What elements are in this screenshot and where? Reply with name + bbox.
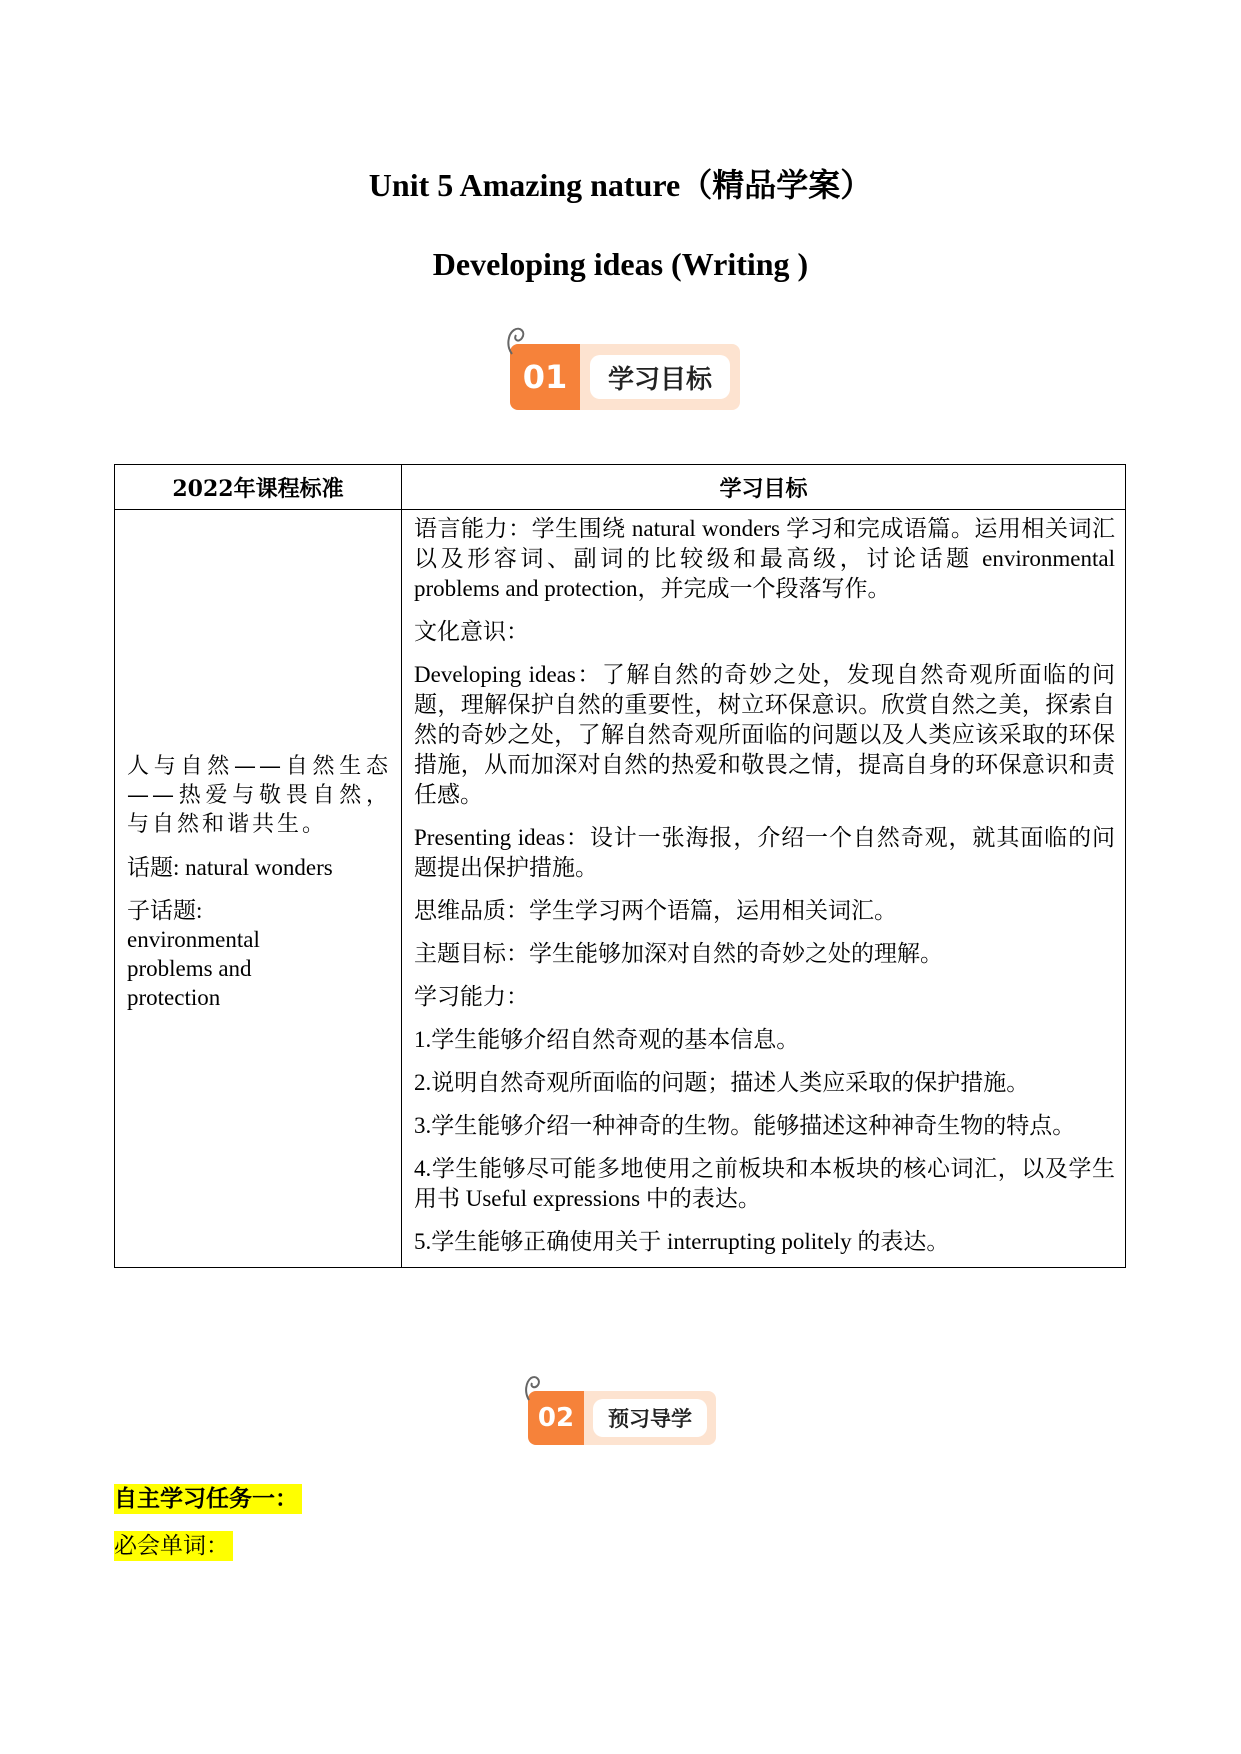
paperclip-icon: [504, 324, 534, 358]
goal-presenting-ideas: Presenting ideas：设计一张海报，介绍一个自然奇观，就其面临的问题提出保护措施。: [414, 825, 1115, 880]
goal-culture: 文化意识：: [414, 619, 529, 644]
goal-item-4: 4.学生能够尽可能多地使用之前板块和本板块的核心词汇，以及学生用书 Useful expressions 中的表达。: [414, 1156, 1115, 1211]
section-number: 02: [528, 1391, 584, 1445]
document-title: Unit 5 Amazing nature（精品学案）: [368, 167, 873, 203]
section-label: 预习导学: [593, 1399, 707, 1437]
goal-language: 语言能力：学生围绕 natural wonders 学习和完成语篇。运用相关词汇以及形容词、副词的比较级和最高级，讨论话题 environmental problems and protection，并完成一个段落写作。: [414, 516, 1115, 601]
subtopic-label: 子话题:: [127, 897, 203, 923]
document-subtitle: Developing ideas (Writing ): [432, 246, 809, 282]
section-label: 学习目标: [590, 355, 730, 399]
goal-thinking: 思维品质：学生学习两个语篇，运用相关词汇。: [414, 898, 897, 923]
goals-cell: [402, 510, 1126, 1268]
goal-developing-ideas: Developing ideas：了解自然的奇妙之处，发现自然奇观所面临的问题，理解保护自然的重要性，树立环保意识。欣赏自然之美，探索自然的奇妙之处，了解自然奇观所面临的问题以及人类应该采取的环保措施，从而加深对自然的热爱和敬畏之情，提高自身的环保意识和责任感。: [414, 662, 1115, 807]
goal-item-1: 1.学生能够介绍自然奇观的基本信息。: [414, 1027, 800, 1052]
section-number: 01: [510, 344, 580, 410]
section-badge-learning-goals: [510, 344, 740, 410]
table-row: [115, 510, 1126, 1268]
goal-item-2: 2.说明自然奇观所面临的问题；描述人类应采取的保护措施。: [414, 1070, 1030, 1095]
paperclip-icon: [522, 1373, 548, 1403]
table-header-row: [115, 465, 1126, 510]
goal-item-5: 5.学生能够正确使用关于 interrupting politely 的表达。: [414, 1229, 950, 1254]
table-header-standard: 2022年课程标准: [115, 465, 402, 510]
table-header-goals: 学习目标: [402, 465, 1126, 510]
goal-learning-ability: 学习能力：: [414, 984, 529, 1009]
topic-text: 话题: natural wonders: [127, 854, 333, 880]
section-badge-preview: [528, 1391, 716, 1445]
standard-cell: [115, 510, 402, 1268]
goal-theme: 主题目标：学生能够加深对自然的奇妙之处的理解。: [414, 941, 943, 966]
learning-goals-table: [114, 464, 1126, 1268]
task-heading: 自主学习任务一：: [114, 1484, 302, 1514]
section-label-frame: [584, 1391, 716, 1445]
vocab-heading: 必会单词：: [114, 1531, 233, 1561]
goal-item-3: 3.学生能够介绍一种神奇的生物。能够描述这种神奇生物的特点。: [414, 1113, 1076, 1138]
theme-text: 人与自然——自然生态——热爱与敬畏自然， 与自然和谐共生。: [127, 753, 391, 837]
subtopic-text: environmental problems and protection: [127, 926, 260, 1010]
section-label-frame: [580, 344, 740, 410]
